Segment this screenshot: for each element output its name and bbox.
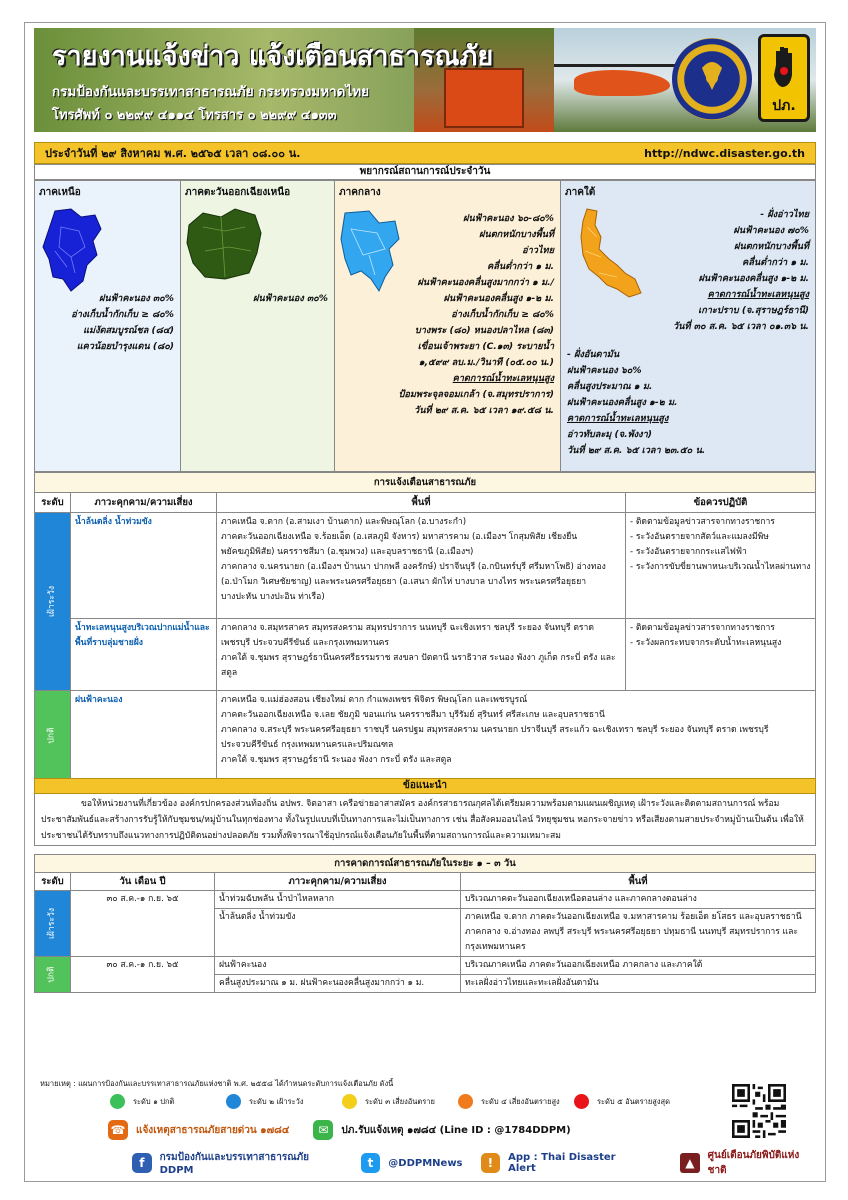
north-line: ฝนฟ้าคะนอง ๓๐% xyxy=(99,293,174,304)
line-id-text[interactable]: ปภ.รับแจ้งเหตุ ๑๗๘๔ (Line ID : @1784DDPM) xyxy=(341,1124,571,1136)
ddpm-logo-text: ปภ. xyxy=(772,98,796,114)
south-west-line: ฝนฟ้าคะนอง ๖๐% xyxy=(567,365,642,376)
region-north xyxy=(35,181,181,471)
legend-item: ระดับ ๒ เฝ้าระวัง xyxy=(226,1094,342,1109)
actions-cell: - ติดตามข้อมูลข่าวสารจากทางราชการ - ระวังผลกระทบจากระดับน้ำทะเลหนุนสูง xyxy=(626,618,816,690)
south-east-line: คลื่นต่ำกว่า ๑ ม. xyxy=(742,257,809,268)
legend-item: ระดับ ๑ ปกติ xyxy=(110,1094,226,1109)
area-cell: ภาคเหนือ จ.แม่ฮ่องสอน เชียงใหม่ ตาก กำแพงเพชร พิจิตร พิษณุโลก และเพชรบูรณ์ ภาคตะวันออกเฉียงเหนือ จ.เลย ชัยภูมิ ขอนแก่น นครราชสีมา บุรีรัมย์ สุรินทร์ ศรีสะเกษ และอุบลราชธานี ภาคกลาง จ.สระบุรี พระนครศรีอยุธยา ราชบุรี นครปฐม สมุทรสงคราม นครนายก ปราจีนบุรี สระแก้ว ฉะเชิงเทรา ชลบุรี ระยอง จันทบุรี ตราด เพชรบุรี ประจวบคีรีขันธ์ กรุงเทพมหานครและปริมณฑล ภาคใต้ จ.ชุมพร สุราษฎร์ธานี ระนอง พังงา กระบี่ ตรัง และสตูล xyxy=(217,691,816,781)
south-west-line: คลื่นสูงประมาณ ๑ ม. xyxy=(567,381,653,392)
area-cell: บริเวณภาคเหนือ ภาคตะวันออกเฉียงเหนือ ภาคกลาง และภาคใต้ xyxy=(461,957,816,975)
website-link[interactable]: http://ndwc.disaster.go.th xyxy=(644,146,805,160)
level-dot-icon xyxy=(342,1094,357,1109)
hotline-text[interactable]: แจ้งเหตุสาธารณภัยสายด่วน ๑๗๘๔ xyxy=(136,1124,290,1136)
south-west-line: คาดการณ์น้ำทะเลหนุนสูง xyxy=(567,413,669,424)
legend-item: ระดับ ๔ เสี่ยงอันตรายสูง xyxy=(458,1094,574,1109)
south-east-line: ฝนตกหนักบางพื้นที่ xyxy=(734,241,809,252)
footer xyxy=(40,1078,816,1174)
contact-numbers: โทรศัพท์ ๐ ๒๒๙๙ ๔๑๑๔ โทรสาร ๐ ๒๒๙๙ ๔๑๓๓ xyxy=(52,108,337,123)
legend-note: หมายเหตุ : แผนการป้องกันและบรรเทาสาธารณภัยแห่งชาติ พ.ศ. ๒๕๕๘ ได้กำหนดระดับการแจ้งเตือนภัย ดังนี้ xyxy=(40,1079,394,1088)
south-east-line: - ฝั่งอ่าวไทย xyxy=(760,209,809,220)
north-line: แม่งัดสมบูรณ์ชล (๘๔) xyxy=(83,325,174,336)
south-west-line: วันที่ ๒๙ ส.ค. ๖๕ เวลา ๒๓.๕๐ น. xyxy=(567,445,706,456)
south-west-line: ฝนฟ้าคะนองคลื่นสูง ๑-๒ ม. xyxy=(567,397,678,408)
north-line: แควน้อยบำรุงแดน (๘๐) xyxy=(76,341,174,352)
region-north-name: ภาคเหนือ xyxy=(39,187,81,198)
warning-title: การแจ้งเตือนสาธารณภัย xyxy=(35,473,816,493)
warning-center-icon: ▲ xyxy=(680,1153,700,1173)
south-east-line: ฝนฟ้าคะนอง ๗๐% xyxy=(733,225,809,236)
table-row xyxy=(35,513,816,619)
department-name: กรมป้องกันและบรรเทาสาธารณภัย กระทรวงมหาดไทย xyxy=(52,84,370,100)
hazard-cell: น้ำล้นตลิ่ง น้ำท่วมขัง xyxy=(71,513,217,619)
area-cell: ทะเลฝั่งอ่าวไทยและทะเลฝั่งอันดามัน xyxy=(461,975,816,993)
date-cell: ๓๐ ส.ค.-๑ ก.ย. ๖๕ xyxy=(71,957,215,993)
central-line: ๑,๕๙๙ ลบ.ม./วินาที (๐๕.๐๐ น.) xyxy=(418,357,554,368)
hazard-cell: คลื่นสูงประมาณ ๑ ม. ฝนฟ้าคะนองคลื่นสูงมากกว่า ๑ ม. xyxy=(215,975,461,993)
level-normal-badge: ปกติ xyxy=(35,957,71,993)
hazard-cell: ฝนฟ้าคะนอง xyxy=(215,957,461,975)
central-line: อ่าวไทย xyxy=(522,245,554,256)
area-cell: ภาคกลาง จ.สมุทรสาคร สมุทรสงคราม สมุทรปราการ นนทบุรี ฉะเชิงเทรา ชลบุรี ระยอง จันทบุรี ตราด เพชรบุรี ประจวบคีรีขันธ์ และกรุงเทพมหานคร ภาคใต้ จ.ชุมพร สุราษฎร์ธานีนครศรีธรรมราช สงขลา ปัตตานี นราธิวาส ระนอง พังงา ภูเก็ต กระบี่ ตรัง และสตูล xyxy=(217,618,626,690)
central-line: วันที่ ๒๙ ส.ค. ๖๕ เวลา ๑๙.๕๘ น. xyxy=(414,405,554,416)
hazard-cell: น้ำท่วมฉับพลัน น้ำป่าไหลหลาก xyxy=(215,891,461,909)
level-dot-icon xyxy=(110,1094,125,1109)
report-title: รายงานแจ้งข่าว แจ้งเตือนสาธารณภัย xyxy=(52,41,494,72)
region-northeast-name: ภาคตะวันออกเฉียงเหนือ xyxy=(185,187,291,198)
app-text[interactable]: App : Thai Disaster Alert xyxy=(508,1152,616,1174)
central-line: บางพระ (๘๐) หนองปลาไหล (๘๓) xyxy=(414,325,554,336)
central-line: อ่างเก็บน้ำกักเก็บ ≥ ๘๐% xyxy=(451,309,554,320)
central-line: ฝนตกหนักบางพื้นที่ xyxy=(479,229,554,240)
hazard-cell: น้ำล้นตลิ่ง น้ำท่วมขัง xyxy=(215,909,461,957)
warning-table xyxy=(34,472,816,781)
col-level: ระดับ xyxy=(35,493,71,513)
social-row xyxy=(132,1148,816,1178)
level-normal-badge: ปกติ xyxy=(35,691,71,781)
north-map-icon xyxy=(41,207,105,293)
region-south xyxy=(561,181,815,471)
contact-row xyxy=(108,1120,571,1140)
level-watch-badge: เฝ้าระวัง xyxy=(35,891,71,957)
rescue-truck-image xyxy=(444,68,524,128)
qr-code-icon[interactable] xyxy=(732,1084,786,1138)
date-cell: ๓๐ ส.ค.-๑ ก.ย. ๖๕ xyxy=(71,891,215,957)
table-row xyxy=(35,618,816,690)
region-south-name: ภาคใต้ xyxy=(565,187,596,198)
header-banner xyxy=(34,28,816,132)
area-cell: บริเวณภาคตะวันออกเฉียงเหนือตอนล่าง และภาคกลางตอนล่าง xyxy=(461,891,816,909)
central-line: ป้อมพระจุลจอมเกล้า (จ.สมุทรปราการ) xyxy=(398,389,554,400)
col-hazard: ภาวะคุกคาม/ความเสี่ยง xyxy=(215,873,461,891)
table-row xyxy=(35,691,816,781)
south-east-line: ฝนฟ้าคะนองคลื่นสูง ๑-๒ ม. xyxy=(698,273,809,284)
level-watch-badge: เฝ้าระวัง xyxy=(35,513,71,691)
legend-item: ระดับ ๕ อันตรายสูงสุด xyxy=(574,1094,690,1109)
northeast-map-icon xyxy=(185,207,265,283)
date-bar xyxy=(34,142,816,164)
central-line: คลื่นต่ำกว่า ๑ ม. xyxy=(487,261,554,272)
area-cell: ภาคเหนือ จ.ตาก (อ.สามเงา บ้านตาก) และพิษณุโลก (อ.บางระกำ) ภาคตะวันออกเฉียงเหนือ จ.ร้อยเอ็ด (อ.เสลภูมิ จังหาร) มหาสารคาม (อ.เมืองฯ โกสุมพิสัย เชียงยืน พยัคฆภูมิพิสัย) นครราชสีมา (อ.ชุมพวง) และอุบลราชธานี (อ.เมืองฯ) ภาคกลาง จ.นครนายก (อ.เมืองฯ บ้านนา ปากพลี องครักษ์) ปราจีนบุรี (อ.กบินทร์บุรี ศรีมหาโพธิ) อ่างทอง (อ.ป่าโมก วิเศษชัยชาญ) และพระนครศรีอยุธยา (อ.เสนา ผักไห่ บางบาล บางไทร พระนครศรีอยุธยา บางปะหัน บางปะอิน ท่าเรือ) xyxy=(217,513,626,619)
forecast-table xyxy=(34,854,816,993)
forecast-title: การคาดการณ์สาธารณภัยในระยะ ๑ – ๓ วัน xyxy=(35,855,816,873)
south-east-line: เกาะปราบ (จ.สุราษฎร์ธานี) xyxy=(698,305,809,316)
legend-item: ระดับ ๓ เสี่ยงอันตราย xyxy=(342,1094,458,1109)
central-line: คาดการณ์น้ำทะเลหนุนสูง xyxy=(452,373,554,384)
level-dot-icon xyxy=(226,1094,241,1109)
south-west-line: - ฝั่งอันดามัน xyxy=(567,349,620,360)
daily-forecast-title: พยากรณ์สถานการณ์ประจำวัน xyxy=(34,164,816,180)
actions-cell: - ติดตามข้อมูลข่าวสารจากทางราชการ - ระวังอันตรายจากสัตว์และแมลงมีพิษ - ระวังอันตรายจากกระแสไฟฟ้า - ระวังการขับขี่ยานพาหนะบริเวณน้ำไหลผ่านทาง xyxy=(626,513,816,619)
twitter-text[interactable]: @DDPMNews xyxy=(388,1157,463,1169)
hazard-cell: ฝนฟ้าคะนอง xyxy=(71,691,217,781)
south-west-line: อ่าวทับละมุ (จ.พังงา) xyxy=(567,429,653,440)
col-level: ระดับ xyxy=(35,873,71,891)
ministry-seal-icon xyxy=(672,38,752,120)
central-line: ฝนฟ้าคะนองคลื่นสูง ๑-๒ ม. xyxy=(443,293,554,304)
phone-icon: ☎ xyxy=(108,1120,128,1140)
central-line: ฝนฟ้าคะนอง ๖๐-๘๐% xyxy=(462,213,554,224)
level-dot-icon xyxy=(574,1094,589,1109)
col-actions: ข้อควรปฏิบัติ xyxy=(626,493,816,513)
northeast-line: ฝนฟ้าคะนอง ๓๐% xyxy=(253,293,328,304)
table-row xyxy=(35,891,816,909)
col-hazard: ภาวะคุกคาม/ความเสี่ยง xyxy=(71,493,217,513)
ddpm-logo xyxy=(758,34,810,122)
col-area: พื้นที่ xyxy=(461,873,816,891)
central-map-icon xyxy=(339,209,401,293)
app-icon: ! xyxy=(481,1153,501,1173)
line-icon: ✉ xyxy=(313,1120,333,1140)
south-map-icon xyxy=(573,207,643,299)
warning-center-text: ศูนย์เตือนภัยพิบัติแห่งชาติ xyxy=(707,1150,800,1176)
alert-level-legend xyxy=(110,1094,690,1109)
col-area: พื้นที่ xyxy=(217,493,626,513)
region-central xyxy=(335,181,561,471)
central-line: ฝนฟ้าคะนองคลื่นสูงมากกว่า ๑ ม./ xyxy=(417,277,554,288)
level-dot-icon xyxy=(458,1094,473,1109)
south-east-line: คาดการณ์น้ำทะเลหนุนสูง xyxy=(707,289,809,300)
north-line: อ่างเก็บน้ำกักเก็บ ≥ ๘๐% xyxy=(71,309,174,320)
south-east-line: วันที่ ๓๐ ส.ค. ๖๕ เวลา ๐๑.๓๖ น. xyxy=(673,321,809,332)
regional-weather-panel xyxy=(34,180,816,472)
twitter-icon: t xyxy=(361,1153,381,1173)
advice-title: ข้อแนะนำ xyxy=(34,778,816,794)
table-row xyxy=(35,957,816,975)
central-line: เขื่อนเจ้าพระยา (C.๑๓) ระบายน้ำ xyxy=(417,341,554,352)
col-date: วัน เดือน ปี xyxy=(71,873,215,891)
advice-text: ขอให้หน่วยงานที่เกี่ยวข้อง องค์กรปกครองส่วนท้องถิ่น อปพร. จิตอาสา เครือข่ายอาสาสมัคร องค์กรสาธารณกุศลได้เตรียมความพร้อมตามแผนเผชิญเหตุ เฝ้าระวังและติดตามสถานการณ์ พร้อมประชาสัมพันธ์และสร้างการรับรู้ให้กับชุมชน/หมู่บ้านในทุกช่องทาง ทั้งในรูปแบบที่เป็นทางการและไม่เป็นทางการ เช่น สื่อสังคมออนไลน์ วิทยุชุมชน หอกระจายข่าว หรือเสียงตามสายประจำหมู่บ้านเป็นต้น เพื่อให้ประชาชนได้รับทราบถึงแนวทางการปฏิบัติตนอย่างปลอดภัย รวมทั้งพิจารณาใช้อุปกรณ์แจ้งเตือนภัยในพื้นที่ตามสถานการณ์และความเหมาะสม xyxy=(34,794,816,846)
region-central-name: ภาคกลาง xyxy=(339,187,381,198)
area-cell: ภาคเหนือ จ.ตาก ภาคตะวันออกเฉียงเหนือ จ.มหาสารคาม ร้อยเอ็ด ยโสธร และอุบลราชธานี ภาคกลาง จ.อ่างทอง ลพบุรี สระบุรี พระนครศรีอยุธยา ปทุมธานี นนทบุรี สมุทรปราการ และกรุงเทพมหานคร xyxy=(461,909,816,957)
report-date: ประจำวันที่ ๒๙ สิงหาคม พ.ศ. ๒๕๖๕ เวลา ๐๘.๐๐ น. xyxy=(45,147,301,160)
facebook-icon: f xyxy=(132,1153,152,1173)
region-northeast xyxy=(181,181,335,471)
hazard-cell: น้ำทะเลหนุนสูงบริเวณปากแม่น้ำและพื้นที่ราบลุ่มชายฝั่ง xyxy=(71,618,217,690)
hand-icon xyxy=(772,45,796,89)
facebook-text[interactable]: กรมป้องกันและบรรเทาสาธารณภัย DDPM xyxy=(159,1152,309,1176)
